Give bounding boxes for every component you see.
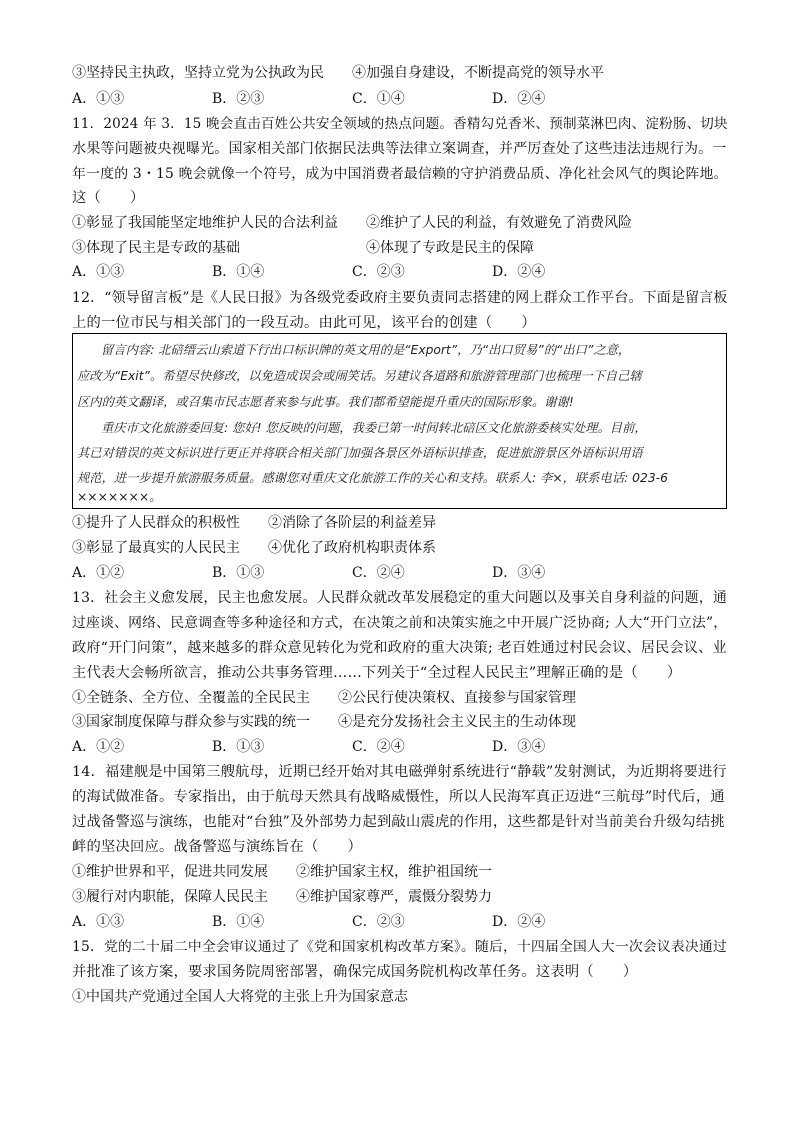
- q15-statement-1: ①中国共产党通过全国人大将党的主张上升为国家意志: [72, 989, 408, 1005]
- q11-stem-line: 这（ ）: [72, 190, 145, 206]
- q11-statement-4: ④体现了专政是民主的保障: [366, 240, 534, 256]
- q13-stem-line: 13．社会主义愈发展，民主也愈发展。人民群众就改革发展稳定的重大问题以及事关自身利益的问题，通: [72, 590, 728, 606]
- q10-choice-d: D．②④: [492, 91, 546, 107]
- q11-choice-c: C．②③: [352, 264, 405, 280]
- box-line: 应改为“Exit”。希望尽快修改，以免造成误会或闹笑话。另建议各道路和旅游管理部门也梳理一下自己辖: [77, 369, 642, 383]
- q12-choice-b: B．①③: [212, 565, 265, 581]
- q13-choice-b: B．①③: [212, 739, 265, 755]
- q11-stem-line: 11．2024 年 3．15 晚会直击百姓公共安全领域的热点问题。香精勾兑香米、预制菜淋巴肉、淀粉肠、切块: [72, 116, 728, 132]
- q13-choice-d: D．③④: [492, 739, 546, 755]
- message-board-box: [72, 333, 727, 509]
- q11-choice-d: D．②④: [492, 264, 546, 280]
- q14-stem-line: 衅的坚决回应。战备警巡与演练旨在（ ）: [72, 839, 362, 855]
- q15-stem-line: 并批准了该方案，要求国务院周密部署，确保完成国务院机构改革任务。这表明（ ）: [72, 964, 638, 980]
- q11-statement-1: ①彰显了我国能坚定地维护人民的合法利益: [72, 215, 338, 231]
- q12-choice-a: A．①②: [72, 565, 125, 581]
- q13-statements-1-2: ①全链条、全方位、全覆盖的全民民主 ②公民行使决策权、直接参与国家管理: [72, 690, 576, 706]
- q13-stem-line: 过座谈、网络、民意调查等多种途径和方式，在决策之前和决策实施之中开展广泛协商; 人大“开门立法”，: [72, 615, 728, 631]
- q14-stem-line: 的海试做准备。专家指出，由于航母天然具有战略威慑性，所以人民海军真正迈进“三航母”时代后，通: [72, 789, 725, 805]
- q12-statements-1-2: ①提升了人民群众的积极性 ②消除了各阶层的利益差异: [72, 515, 436, 531]
- box-line: 区内的英文翻译，或召集市民志愿者来参与此事。我们都希望能提升重庆的国际形象。谢谢!: [77, 395, 574, 409]
- q14-statements-3-4: ③履行对内职能，保障人民民主 ④维护国家尊严，震慑分裂势力: [72, 889, 492, 905]
- q10-statement-3: ③坚持民主执政，坚持立党为公执政为民: [72, 65, 324, 81]
- q15-stem-line: 15．党的二十届二中全会审议通过了《党和国家机构改革方案》。随后，十四届全国人大一次会议表决通过: [72, 939, 727, 955]
- q12-stem-line: 12．“领导留言板”是《人民日报》为各级党委政府主要负责同志搭建的网上群众工作平台。下面是留言板: [72, 290, 728, 306]
- q13-choice-c: C．②④: [352, 739, 405, 755]
- q14-choice-c: C．②③: [352, 914, 405, 930]
- q11-statement-3: ③体现了民主是专政的基础: [72, 240, 240, 256]
- box-line: 重庆市文化旅游委回复: 您好! 您反映的问题，我委已第一时间转北碚区文化旅游委核实处理。目前，: [101, 421, 647, 435]
- q11-choice-b: B．①④: [212, 264, 265, 280]
- q10-choice-a: A．①③: [72, 91, 125, 107]
- box-line: 其已对错误的英文标识进行更正并将联合相关部门加强各景区外语标识排查，促进旅游景区外语标识用语: [77, 446, 643, 460]
- q11-statement-2: ②维护了人民的利益，有效避免了消费风险: [366, 215, 632, 231]
- q13-choice-a: A．①②: [72, 739, 125, 755]
- q11-choice-a: A．①③: [72, 264, 125, 280]
- box-line: 留言内容: 北碚缙云山索道下行出口标识牌的英文用的是“Export”，乃“出口贸易”的“出口”之意，: [101, 343, 631, 357]
- q12-choice-d: D．③④: [492, 565, 546, 581]
- q12-choice-c: C．②④: [352, 565, 405, 581]
- q14-statements-1-2: ①维护世界和平，促进共同发展 ②维护国家主权，维护祖国统一: [72, 864, 492, 880]
- q14-choice-b: B．①④: [212, 914, 265, 930]
- q14-choice-d: D．②④: [492, 914, 546, 930]
- box-line: ×××××××。: [77, 490, 162, 504]
- q11-stem-line: 水果等问题被央视曝光。国家相关部门依据民法典等法律立案调查，并严厉查处了这些违法违规行为。一: [72, 141, 727, 157]
- q10-choice-b: B．②③: [212, 91, 265, 107]
- q12-statements-3-4: ③彰显了最真实的人民民主 ④优化了政府机构职责体系: [72, 540, 436, 556]
- box-line: 规范，进一步提升旅游服务质量。感谢您对重庆文化旅游工作的关心和支持。联系人: 李×，联系电话: 023-6: [77, 471, 668, 485]
- q12-stem-line: 上的一位市民与相关部门的一段互动。由此可见，该平台的创建（ ）: [72, 315, 536, 331]
- q14-stem-line: 14．福建舰是中国第三艘航母，近期已经开始对其电磁弹射系统进行“静载”发射测试，为近期将要进行: [72, 764, 727, 780]
- q10-choice-c: C．①④: [352, 91, 405, 107]
- q13-stem-line: 主代表大会畅所欲言，推动公共事务管理……下列关于“全过程人民民主”理解正确的是（ ）: [72, 665, 682, 681]
- q10-statement-4: ④加强自身建设，不断提高党的领导水平: [352, 65, 604, 81]
- q14-stem-line: 过战备警巡与演练，也能对“台独”及外部势力起到敲山震虎的作用，这些都是针对当前美台升级勾结挑: [72, 814, 725, 830]
- q14-choice-a: A．①③: [72, 914, 125, 930]
- q13-statements-3-4: ③国家制度保障与群众参与实践的统一 ④是充分发扬社会主义民主的生动体现: [72, 714, 576, 730]
- q13-stem-line: 政府“开门问策”，越来越多的群众意见转化为党和政府的重大决策; 老百姓通过村民会议、居民会议、业: [72, 640, 727, 656]
- q11-stem-line: 年一度的 3・15 晚会就像一个符号，成为中国消费者最信赖的守护消费品质、净化社会风气的舆论阵地。: [72, 166, 728, 182]
